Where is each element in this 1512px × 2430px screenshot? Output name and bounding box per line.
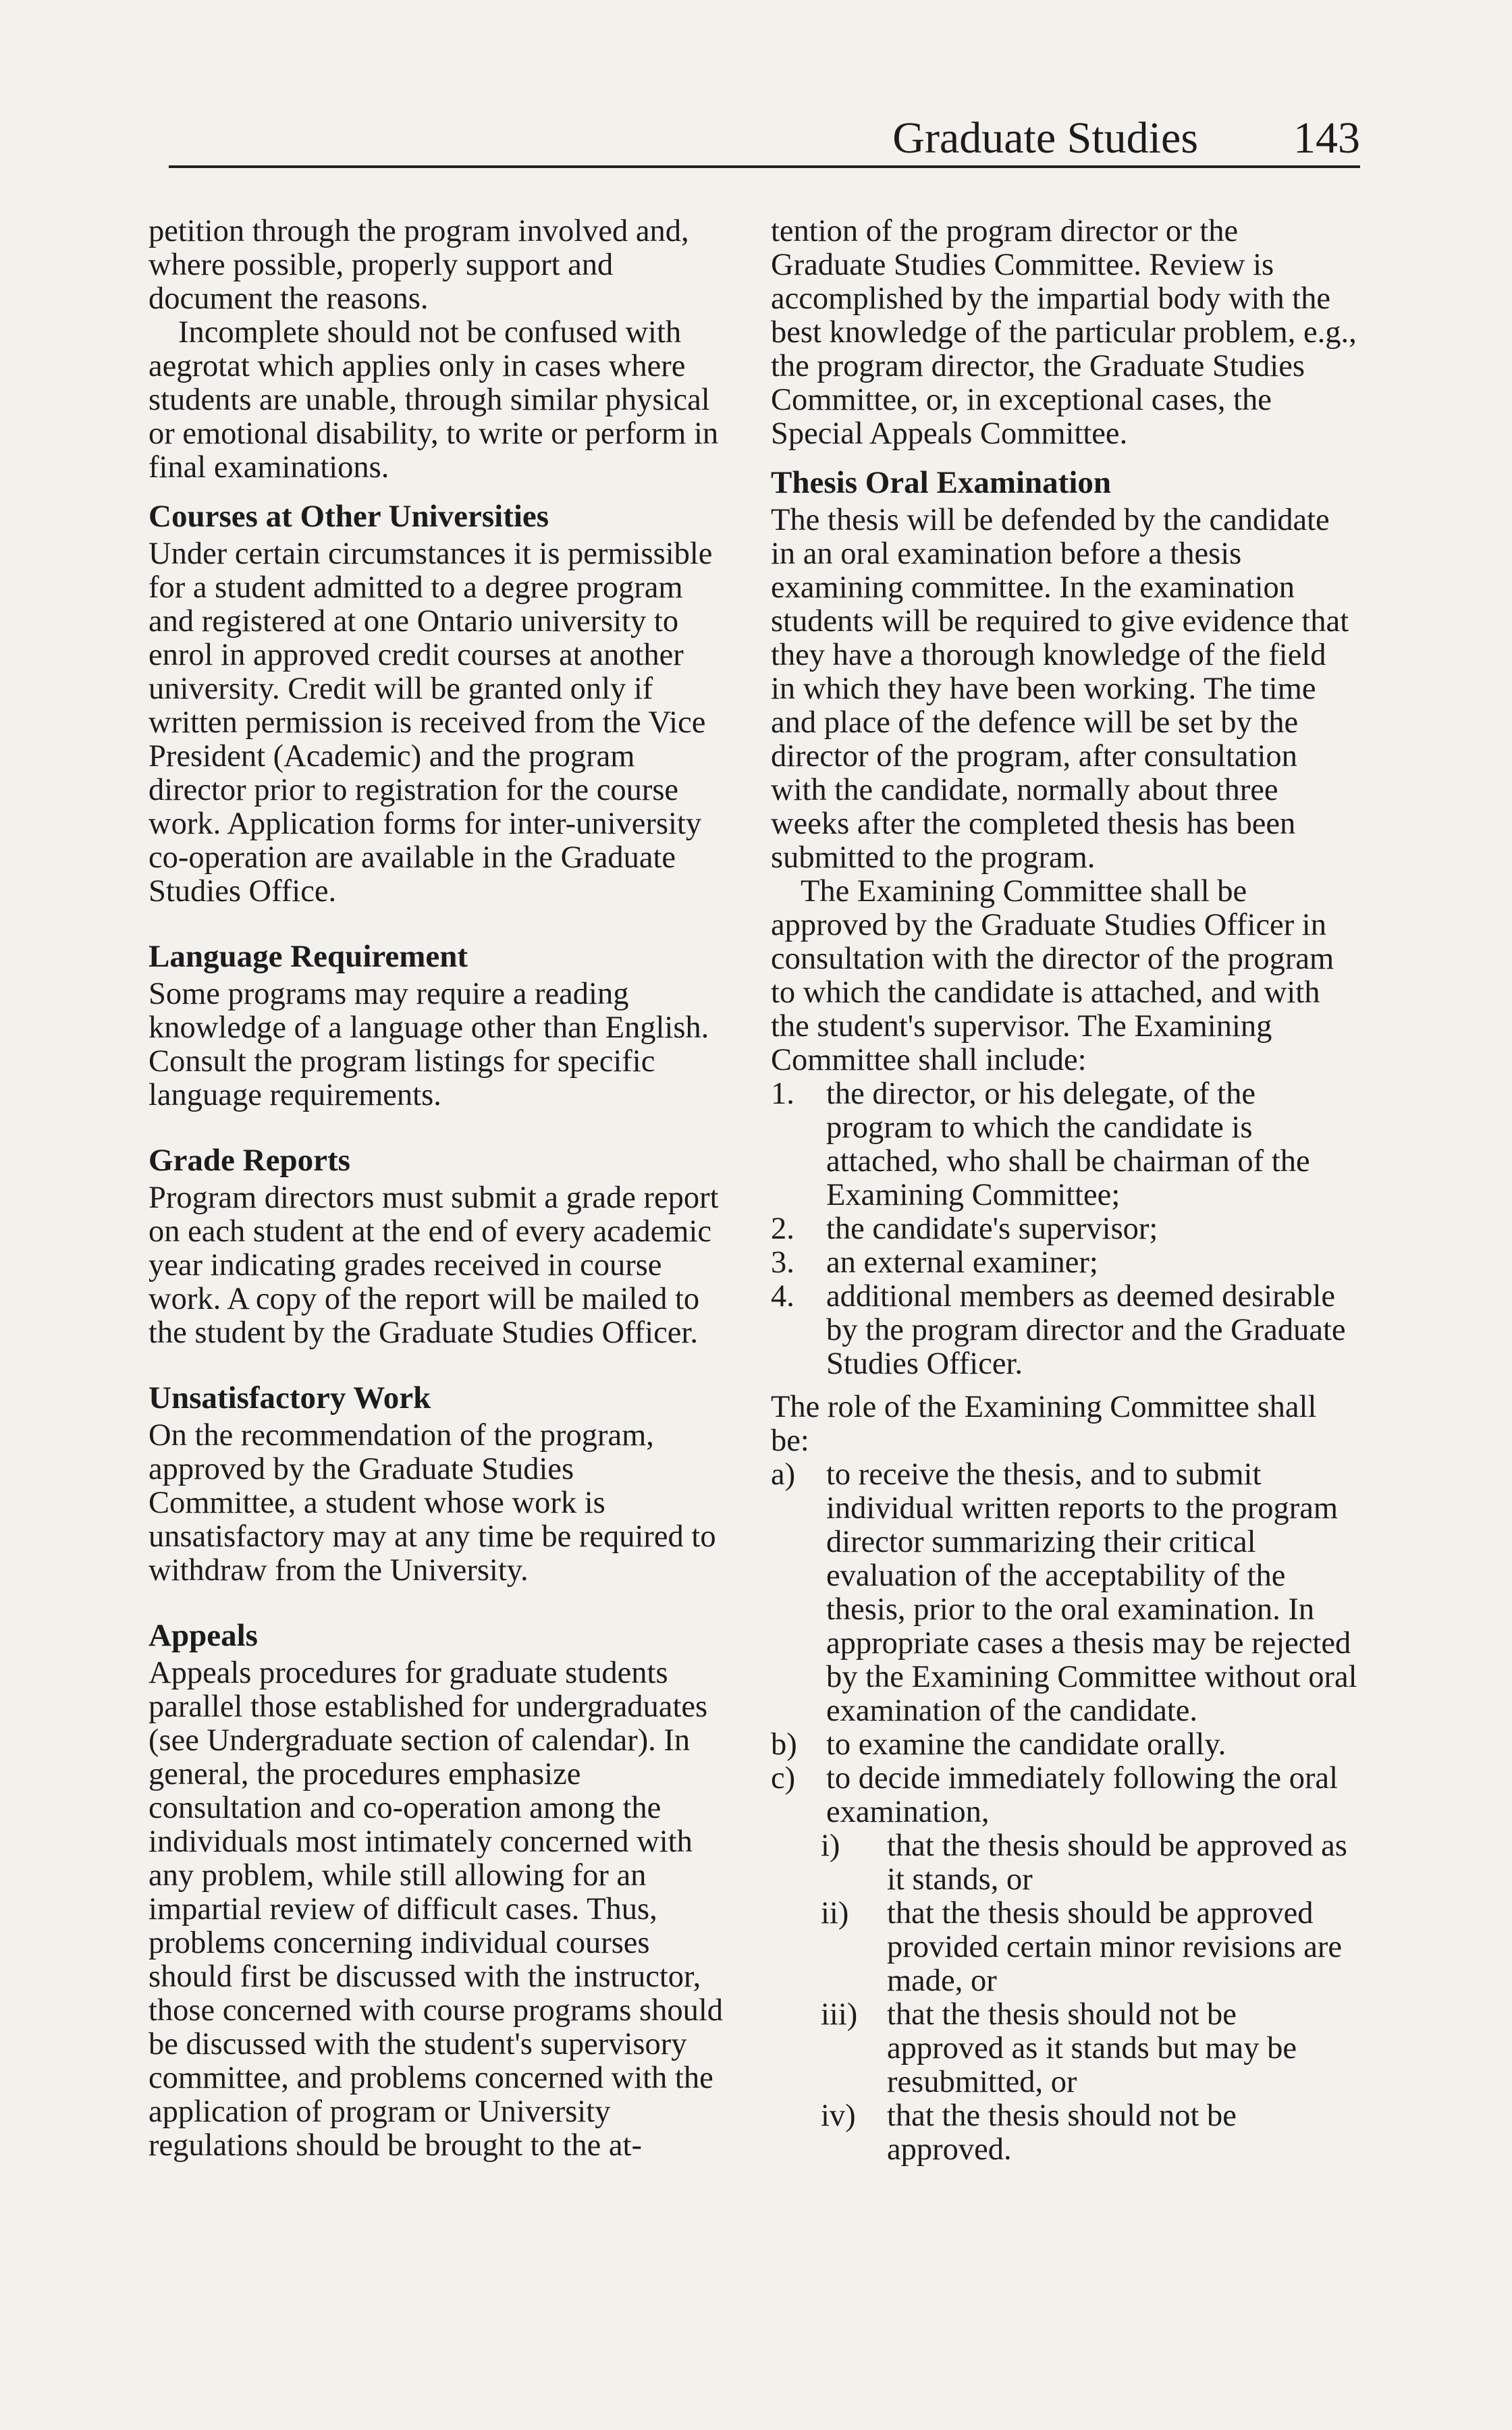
section-heading-unsatisfactory: Unsatisfactory Work bbox=[148, 1380, 431, 1415]
continued-paragraph: tention of the program director or the Graduate Studies Committee. Review is accomplished by the impartial body with the best knowledge of the particular problem, e.g., the program director, the Graduate Studies Committee, or, in exceptional cases, the Special Appeals Committee. bbox=[771, 214, 1357, 451]
list-item-text: to examine the candidate orally. bbox=[826, 1727, 1226, 1762]
list-item bbox=[771, 1212, 1358, 1246]
incomplete-paragraph: Incomplete should not be confused with aegrotat which applies only in cases where students are unable, through similar physical or emotional disability, to write or perform in final examinations. bbox=[148, 315, 719, 485]
list-marker: b) bbox=[771, 1727, 797, 1762]
list-item bbox=[821, 2099, 1358, 2167]
section-body-appeals: Appeals procedures for graduate students parallel those established for undergraduates (see Undergraduate section of calendar). In general, the procedures emphasize consultation and co-operation among the individuals most intimately concerned with any problem, while still allowing for an impartial review of difficult cases. Thus, problems concerning individual courses should first be discussed with the instructor, those concerned with course programs should be discussed with the student's supervisory committee, and problems concerned with the application of program or University regulations should be brought to the at- bbox=[148, 1656, 723, 2163]
list-item bbox=[771, 1728, 1358, 1762]
list-item bbox=[771, 1077, 1358, 1212]
list-item-text: to decide immediately following the oral examination, bbox=[826, 1761, 1338, 1829]
section-body-language: Some programs may require a reading knowledge of a language other than English. Consult the program listings for specific language requirements. bbox=[148, 977, 709, 1112]
section-heading-thesis-oral: Thesis Oral Examination bbox=[771, 465, 1112, 500]
intro-paragraph: petition through the program involved and, where possible, properly support and document the reasons. bbox=[148, 214, 689, 316]
list-item bbox=[771, 1762, 1358, 1829]
list-marker: 3. bbox=[771, 1245, 794, 1280]
list-item-text: that the thesis should be approved as it stands, or bbox=[887, 1829, 1347, 1897]
list-item bbox=[771, 1280, 1358, 1381]
page-header bbox=[169, 108, 1360, 168]
list-marker: a) bbox=[771, 1457, 796, 1492]
list-item-text: that the thesis should not be approved. bbox=[887, 2099, 1237, 2167]
left-column bbox=[148, 215, 729, 2163]
list-marker: 4. bbox=[771, 1279, 794, 1314]
section-body-unsatisfactory: On the recommendation of the program, approved by the Graduate Studies Committee, a student whose work is unsatisfactory may at any time be required to withdraw from the University. bbox=[148, 1418, 716, 1588]
list-marker: c) bbox=[771, 1761, 796, 1796]
committee-roles-list bbox=[771, 1458, 1358, 1829]
list-item-text: the candidate's supervisor; bbox=[826, 1212, 1158, 1246]
section-heading-grades: Grade Reports bbox=[148, 1143, 350, 1178]
thesis-oral-paragraph: The thesis will be defended by the candidate in an oral examination before a thesis examining committee. In the examination students will be required to give evidence that they have a thorough knowledge of the field in which they have been working. The time and place of the defence will be set by the director of the program, after consultation with the candidate, normally about three weeks after the completed thesis has been submitted to the program. bbox=[771, 503, 1349, 875]
list-item-text: additional members as deemed desirable by the program director and the Graduate Studies Officer. bbox=[826, 1279, 1346, 1381]
list-marker: 1. bbox=[771, 1077, 794, 1111]
committee-members-list bbox=[771, 1077, 1358, 1381]
list-marker: 2. bbox=[771, 1212, 794, 1246]
running-title: Graduate Studies bbox=[892, 113, 1198, 163]
list-marker: i) bbox=[821, 1829, 840, 1863]
list-marker: iii) bbox=[821, 1997, 858, 2032]
list-item-text: an external examiner; bbox=[826, 1245, 1098, 1280]
section-body-grades: Program directors must submit a grade report on each student at the end of every academic year indicating grades received in course work. A copy of the report will be mailed to the student by the Graduate Studies Officer. bbox=[148, 1181, 719, 1350]
list-item bbox=[821, 1829, 1358, 1897]
list-item bbox=[821, 1998, 1358, 2099]
right-column bbox=[771, 215, 1358, 2167]
list-marker: ii) bbox=[821, 1896, 849, 1931]
list-item-text: to receive the thesis, and to submit individual written reports to the program director summarizing their critical evaluation of the acceptability of the thesis, prior to the oral examination. In appropriate cases a thesis may be rejected by the Examining Committee without oral examination of the candidate. bbox=[826, 1457, 1357, 1728]
list-item-text: that the thesis should not be approved as it stands but may be resubmitted, or bbox=[887, 1997, 1297, 2099]
list-item bbox=[821, 1897, 1358, 1998]
section-heading-language: Language Requirement bbox=[148, 939, 468, 974]
list-item bbox=[771, 1246, 1358, 1280]
list-marker: iv) bbox=[821, 2099, 856, 2133]
page-number: 143 bbox=[1293, 113, 1360, 163]
section-body-courses: Under certain circumstances it is permissible for a student admitted to a degree program and registered at one Ontario university to enrol in approved credit courses at another university. Credit will be granted only if written permission is received from the Vice President (Academic) and the program director prior to registration for the course work. Application forms for inter-university co-operation are available in the Graduate Studies Office. bbox=[148, 537, 713, 909]
role-intro-paragraph: The role of the Examining Committee shall be: bbox=[771, 1390, 1317, 1458]
section-heading-courses: Courses at Other Universities bbox=[148, 499, 549, 534]
list-item bbox=[771, 1458, 1358, 1728]
decision-options-list bbox=[821, 1829, 1358, 2167]
section-heading-appeals: Appeals bbox=[148, 1618, 258, 1653]
list-item-text: that the thesis should be approved provided certain minor revisions are made, or bbox=[887, 1896, 1343, 1998]
committee-paragraph: The Examining Committee shall be approved by the Graduate Studies Officer in consultation with the director of the program to which the candidate is attached, and with the student's supervisor. The Examining Committee shall include: bbox=[771, 874, 1334, 1077]
list-item-text: the director, or his delegate, of the program to which the candidate is attached, who shall be chairman of the Examining Committee; bbox=[826, 1077, 1310, 1212]
